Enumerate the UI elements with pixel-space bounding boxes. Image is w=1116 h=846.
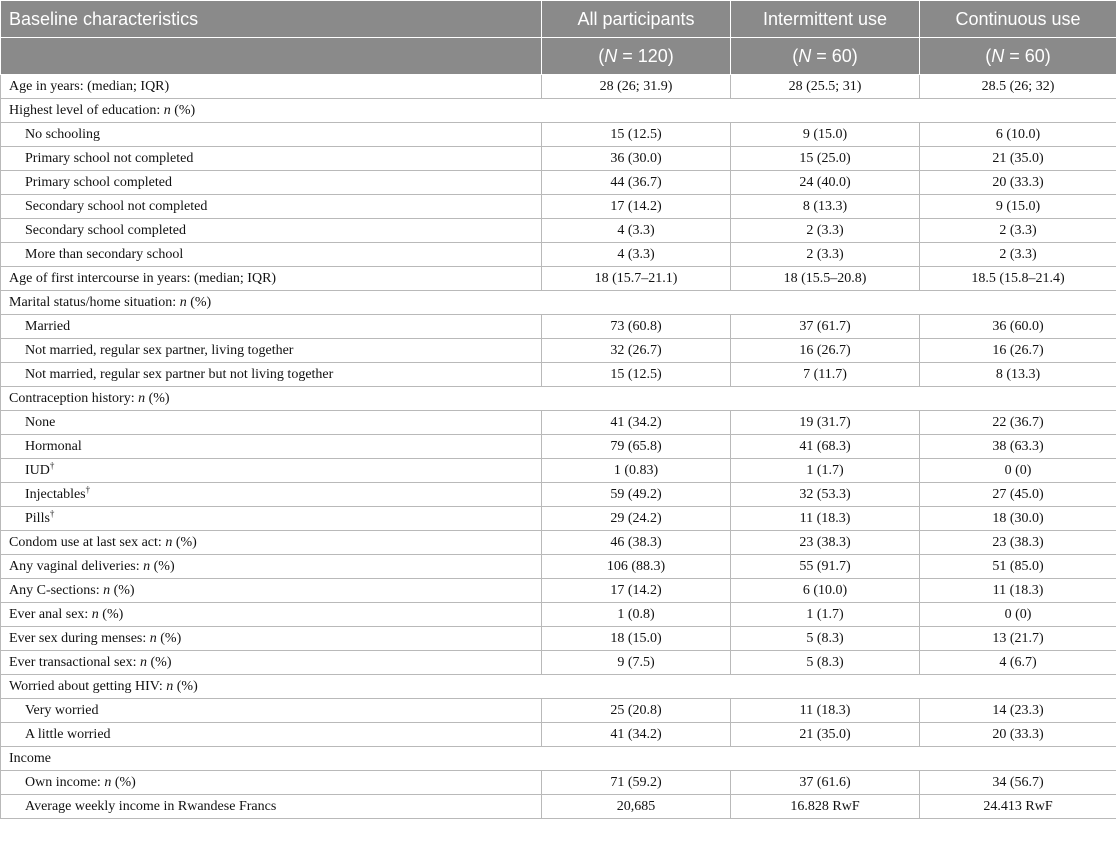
row-label: [1, 795, 542, 819]
value-intermittent: 5 (8.3): [731, 651, 920, 675]
row-label-text: Pills: [25, 510, 50, 526]
n-symbol: n: [165, 534, 173, 550]
value-all: 106 (88.3): [542, 555, 731, 579]
value-intermittent: 24 (40.0): [731, 171, 920, 195]
row-label-text: Hormonal: [25, 438, 82, 454]
value-continuous: 4 (6.7): [920, 651, 1116, 675]
n-symbol: n: [138, 390, 146, 406]
row-label: [1, 435, 542, 459]
value-all: 20,685: [542, 795, 731, 819]
table-row: [1, 459, 1116, 483]
table-row: [1, 699, 1116, 723]
value-continuous: 0 (0): [920, 603, 1116, 627]
section-row: [1, 747, 1116, 771]
row-label: [1, 459, 542, 483]
row-label-text: Married: [25, 318, 71, 334]
value-continuous: 27 (45.0): [920, 483, 1116, 507]
row-label: [1, 531, 542, 555]
value-all: 18 (15.7–21.1): [542, 267, 731, 291]
row-label-text: Very worried: [25, 702, 99, 718]
table-row: [1, 651, 1116, 675]
value-all: 46 (38.3): [542, 531, 731, 555]
row-label: [1, 747, 1116, 771]
value-all: 73 (60.8): [542, 315, 731, 339]
value-continuous: 38 (63.3): [920, 435, 1116, 459]
value-intermittent: 11 (18.3): [731, 507, 920, 531]
value-all: 1 (0.83): [542, 459, 731, 483]
dagger-footnote-marker: †: [49, 507, 55, 518]
value-all: 41 (34.2): [542, 723, 731, 747]
value-intermittent: 2 (3.3): [731, 243, 920, 267]
table-row: [1, 507, 1116, 531]
row-label-text: No schooling: [25, 126, 101, 142]
value-intermittent: 2 (3.3): [731, 219, 920, 243]
value-intermittent: 16 (26.7): [731, 339, 920, 363]
value-continuous: 16 (26.7): [920, 339, 1116, 363]
row-label: [1, 315, 542, 339]
row-label: [1, 339, 542, 363]
table-row: [1, 531, 1116, 555]
n-symbol: n: [103, 582, 111, 598]
row-label-text: Primary school completed: [25, 174, 172, 190]
value-continuous: 13 (21.7): [920, 627, 1116, 651]
value-all: 44 (36.7): [542, 171, 731, 195]
row-label: [1, 195, 542, 219]
value-continuous: 24.413 RwF: [920, 795, 1116, 819]
header-row-n: [1, 38, 1116, 75]
n-suffix: (%): [170, 102, 196, 118]
value-all: 79 (65.8): [542, 435, 731, 459]
row-label: [1, 291, 1116, 315]
dagger-footnote-marker: †: [49, 459, 55, 470]
value-intermittent: 55 (91.7): [731, 555, 920, 579]
value-intermittent: 8 (13.3): [731, 195, 920, 219]
section-row: [1, 291, 1116, 315]
row-label: [1, 723, 542, 747]
row-label: [1, 123, 542, 147]
value-intermittent: 23 (38.3): [731, 531, 920, 555]
value-continuous: 51 (85.0): [920, 555, 1116, 579]
n-symbol: n: [104, 774, 112, 790]
table-row: [1, 627, 1116, 651]
n-symbol: n: [166, 678, 174, 694]
row-label-text: Condom use at last sex act:: [9, 534, 166, 550]
row-label-text: Marital status/home situation:: [9, 294, 180, 310]
row-label-text: Ever transactional sex:: [9, 654, 141, 670]
table-row: [1, 123, 1116, 147]
row-label-text: IUD: [25, 462, 50, 478]
n-suffix: (%): [172, 534, 197, 550]
value-intermittent: 16.828 RwF: [731, 795, 920, 819]
row-label: [1, 387, 1116, 411]
value-all: 17 (14.2): [542, 195, 731, 219]
row-label: [1, 75, 542, 99]
value-intermittent: 7 (11.7): [731, 363, 920, 387]
header-n-all: (N = 120): [542, 38, 731, 75]
value-continuous: 22 (36.7): [920, 411, 1116, 435]
table-row: [1, 555, 1116, 579]
value-all: 1 (0.8): [542, 603, 731, 627]
row-label-text: Own income:: [25, 774, 105, 790]
value-intermittent: 41 (68.3): [731, 435, 920, 459]
value-all: 15 (12.5): [542, 123, 731, 147]
table-row: [1, 147, 1116, 171]
value-intermittent: 15 (25.0): [731, 147, 920, 171]
value-intermittent: 9 (15.0): [731, 123, 920, 147]
row-label-text: Any C-sections:: [9, 582, 104, 598]
table-row: [1, 435, 1116, 459]
row-label: [1, 579, 542, 603]
value-continuous: 6 (10.0): [920, 123, 1116, 147]
table-row: [1, 363, 1116, 387]
value-intermittent: 21 (35.0): [731, 723, 920, 747]
row-label: [1, 483, 542, 507]
value-intermittent: 1 (1.7): [731, 603, 920, 627]
value-all: 18 (15.0): [542, 627, 731, 651]
row-label-text: Injectables: [25, 486, 86, 502]
value-continuous: 18 (30.0): [920, 507, 1116, 531]
n-suffix: (%): [145, 390, 170, 406]
value-all: 32 (26.7): [542, 339, 731, 363]
row-label-text: Not married, regular sex partner, living together: [25, 342, 294, 358]
row-label: [1, 219, 542, 243]
row-label-text: Not married, regular sex partner but not living together: [25, 366, 334, 382]
header-row-groups: [1, 1, 1116, 38]
value-all: 71 (59.2): [542, 771, 731, 795]
row-label-text: Secondary school not completed: [25, 198, 208, 214]
value-all: 41 (34.2): [542, 411, 731, 435]
row-label-text: Age of first intercourse in years: (median; IQR): [9, 270, 277, 286]
value-all: 59 (49.2): [542, 483, 731, 507]
row-label: [1, 555, 542, 579]
value-continuous: 34 (56.7): [920, 771, 1116, 795]
value-intermittent: 18 (15.5–20.8): [731, 267, 920, 291]
row-label-text: Ever sex during menses:: [9, 630, 150, 646]
row-label: [1, 603, 542, 627]
value-continuous: 21 (35.0): [920, 147, 1116, 171]
value-intermittent: 37 (61.6): [731, 771, 920, 795]
row-label-text: Worried about getting HIV:: [9, 678, 167, 694]
section-row: [1, 99, 1116, 123]
n-symbol: n: [149, 630, 157, 646]
value-continuous: 20 (33.3): [920, 171, 1116, 195]
value-continuous: 36 (60.0): [920, 315, 1116, 339]
n-suffix: (%): [111, 774, 136, 790]
row-label: [1, 771, 542, 795]
value-all: 17 (14.2): [542, 579, 731, 603]
value-intermittent: 32 (53.3): [731, 483, 920, 507]
value-all: 4 (3.3): [542, 219, 731, 243]
value-continuous: 23 (38.3): [920, 531, 1116, 555]
n-symbol: n: [179, 294, 187, 310]
row-label-text: A little worried: [25, 726, 111, 742]
table-header: [1, 1, 1116, 75]
row-label-text: Contraception history:: [9, 390, 139, 406]
value-all: 9 (7.5): [542, 651, 731, 675]
value-continuous: 28.5 (26; 32): [920, 75, 1116, 99]
n-suffix: (%): [110, 582, 135, 598]
row-label: [1, 171, 542, 195]
value-intermittent: 19 (31.7): [731, 411, 920, 435]
value-intermittent: 11 (18.3): [731, 699, 920, 723]
header-n-intermittent: (N = 60): [731, 38, 920, 75]
table-row: [1, 771, 1116, 795]
row-label: [1, 507, 542, 531]
value-intermittent: 1 (1.7): [731, 459, 920, 483]
value-continuous: 11 (18.3): [920, 579, 1116, 603]
row-label-text: Average weekly income in Rwandese Francs: [25, 798, 277, 814]
value-all: 15 (12.5): [542, 363, 731, 387]
value-all: 36 (30.0): [542, 147, 731, 171]
row-label: [1, 651, 542, 675]
table-row: [1, 75, 1116, 99]
header-n-continuous: (N = 60): [920, 38, 1116, 75]
value-all: 28 (26; 31.9): [542, 75, 731, 99]
table-row: [1, 579, 1116, 603]
n-suffix: (%): [147, 654, 172, 670]
row-label-text: Highest level of education:: [9, 102, 164, 118]
table-row: [1, 339, 1116, 363]
table-body: [1, 75, 1116, 819]
n-suffix: (%): [186, 294, 212, 310]
table-row: [1, 603, 1116, 627]
row-label: [1, 627, 542, 651]
value-continuous: 18.5 (15.8–21.4): [920, 267, 1116, 291]
value-all: 29 (24.2): [542, 507, 731, 531]
n-symbol: n: [143, 558, 151, 574]
n-symbol: n: [140, 654, 148, 670]
value-continuous: 14 (23.3): [920, 699, 1116, 723]
value-continuous: 8 (13.3): [920, 363, 1116, 387]
n-suffix: (%): [150, 558, 175, 574]
row-label-text: Any vaginal deliveries:: [9, 558, 144, 574]
row-label-text: Secondary school completed: [25, 222, 186, 238]
table-row: [1, 243, 1116, 267]
value-continuous: 2 (3.3): [920, 243, 1116, 267]
row-label: [1, 675, 1116, 699]
row-label-text: More than secondary school: [25, 246, 184, 262]
table-row: [1, 267, 1116, 291]
section-row: [1, 387, 1116, 411]
dagger-footnote-marker: †: [85, 483, 91, 494]
row-label: [1, 243, 542, 267]
n-symbol: n: [91, 606, 99, 622]
row-label: [1, 699, 542, 723]
row-label-text: Ever anal sex:: [9, 606, 92, 622]
header-group-intermittent: Intermittent use: [731, 1, 920, 38]
table-row: [1, 171, 1116, 195]
n-suffix: (%): [156, 630, 182, 646]
section-row: [1, 675, 1116, 699]
row-label-text: Age in years: (median; IQR): [9, 78, 170, 94]
value-all: 4 (3.3): [542, 243, 731, 267]
value-continuous: 2 (3.3): [920, 219, 1116, 243]
table-row: [1, 795, 1116, 819]
row-label: [1, 99, 1116, 123]
value-intermittent: 5 (8.3): [731, 627, 920, 651]
row-label-text: Primary school not completed: [25, 150, 194, 166]
table-row: [1, 195, 1116, 219]
value-intermittent: 28 (25.5; 31): [731, 75, 920, 99]
row-label: [1, 267, 542, 291]
table-row: [1, 411, 1116, 435]
table-row: [1, 219, 1116, 243]
table-row: [1, 483, 1116, 507]
value-intermittent: 6 (10.0): [731, 579, 920, 603]
table-row: [1, 315, 1116, 339]
header-group-continuous: Continuous use: [920, 1, 1116, 38]
row-label: [1, 411, 542, 435]
value-intermittent: 37 (61.7): [731, 315, 920, 339]
value-continuous: 20 (33.3): [920, 723, 1116, 747]
n-suffix: (%): [98, 606, 124, 622]
header-group-all: All participants: [542, 1, 731, 38]
value-continuous: 0 (0): [920, 459, 1116, 483]
row-label-text: Income: [9, 750, 51, 766]
table-row: [1, 723, 1116, 747]
n-symbol: n: [163, 102, 171, 118]
value-continuous: 9 (15.0): [920, 195, 1116, 219]
row-label-text: None: [25, 414, 56, 430]
row-label: [1, 147, 542, 171]
row-label: [1, 363, 542, 387]
header-blank: [1, 38, 542, 75]
n-suffix: (%): [173, 678, 198, 694]
header-col-label: Baseline characteristics: [1, 1, 542, 38]
value-all: 25 (20.8): [542, 699, 731, 723]
